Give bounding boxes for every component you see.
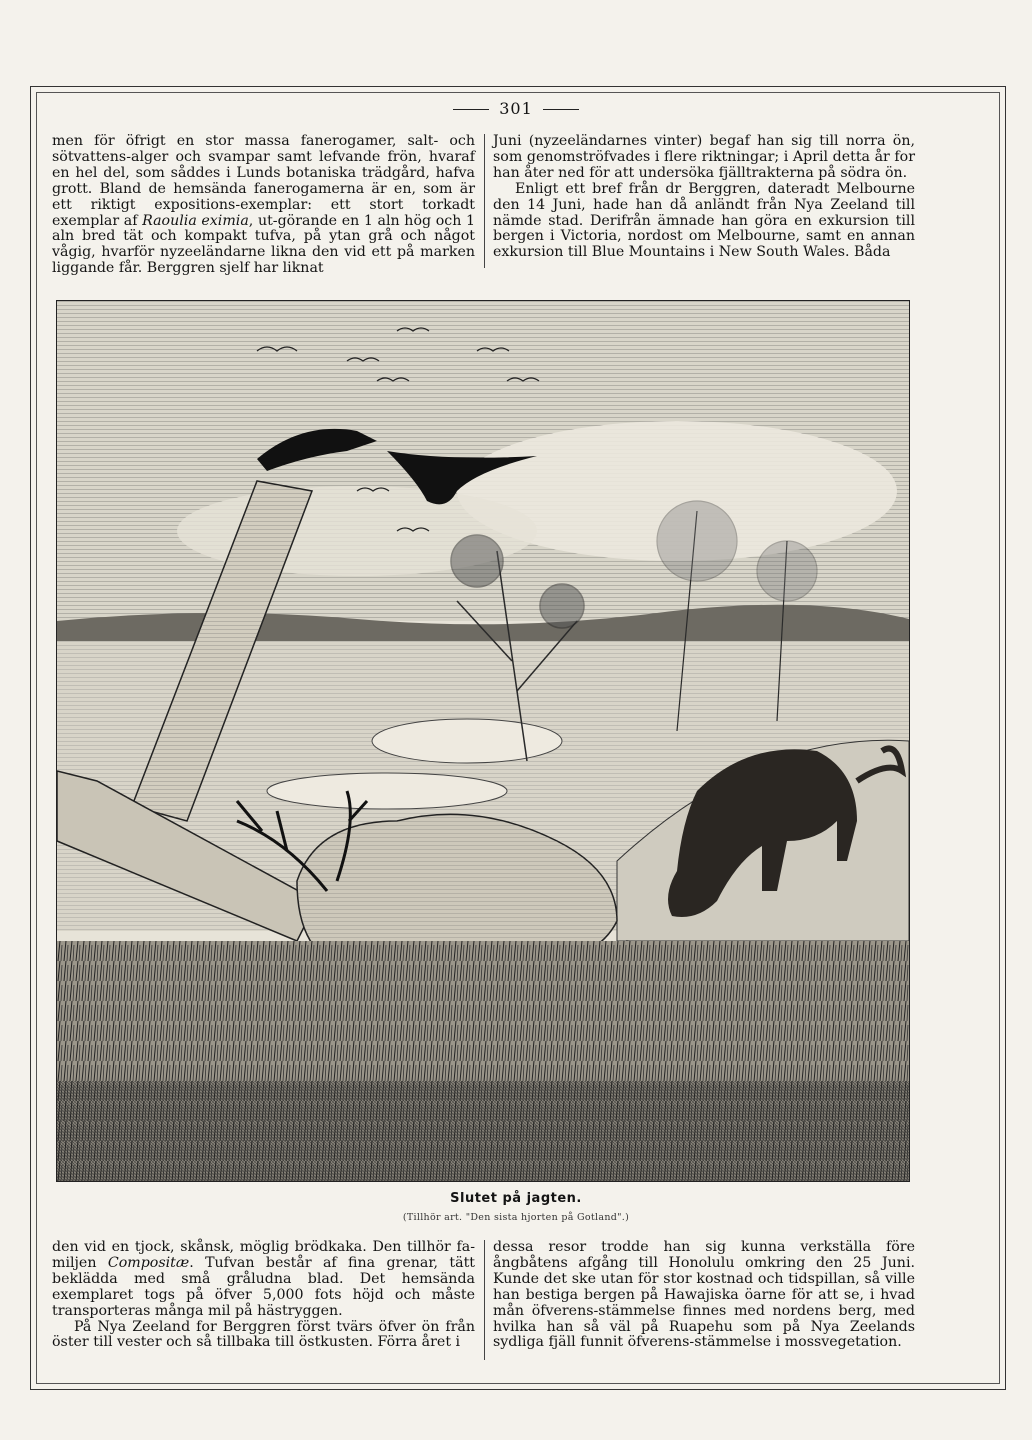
paragraph: Enligt ett bref från dr Berggren, dateradt Melbourne den 14 Juni, hade han då anländt från Nya Zeeland till nämde stad. Derifrån ämnade han göra en exkursion till bergen i Victoria, nordost om Melbourne, samt en annan exkursion till Blue Mountains i New South Wales. Båda (493, 180, 915, 261)
engraving-illustration (56, 300, 910, 1182)
paragraph: men för öfrigt en stor massa fanerogamer, salt- och sötvattens-alger och svampar samt lefvande frön, hvaraf en hel del, som såddes i Lunds botaniska trädgård, hafva grott. Bland de hemsända fanerogamerna är en, som är ett riktigt expositions-exemplar: ett stort torkadt exemplar af Raoulia eximia, ut-görande en 1 aln hög och 1 aln bred tät och kompakt tufva, på ytan grå och något vågig, hvarför nyzeeländarne likna den vid ett på marken liggande får. Berggren sjelf har liknat (52, 133, 475, 277)
figure-caption-credit: (Tillhör art. "Den sista hjorten på Gotland".) (402, 1212, 630, 1223)
text-column-bottom-left (52, 1240, 475, 1351)
family-name: Compositæ (107, 1254, 190, 1271)
hunt-scene-engraving (57, 301, 909, 1181)
species-name: Raoulia eximia (142, 212, 249, 229)
paragraph: dessa resor trodde han sig kunna verkställa före ångbåtens afgång till Honolulu omkring den 25 Juni. Kunde det ske utan för stor kostnad och tidspillan, så ville han bestiga bergen på Hawajiska öarne för att se, i hvad mån öfverens-stämmelse finnes med nordens berg, med hvilka han så väl på Ruapehu som på Nya Zeelands sydliga fjäll funnit öfverens-stämmelse i mossvegetation. (493, 1239, 915, 1351)
marsh-island (267, 773, 507, 809)
text-column-top-left (52, 134, 475, 277)
marsh-island (372, 719, 562, 763)
column-divider (484, 134, 485, 268)
paragraph: den vid en tjock, skånsk, möglig brödkaka. Den tillhör fa-miljen Compositæ. Tufvan består af fina grenar, tätt beklädda med små gråludna blad. Det hemsända exemplaret togs på öfver 5,000 fots höjd och måste transporteras många mil på hästryggen. (52, 1239, 475, 1319)
page-number: 301 (0, 99, 1032, 118)
paragraph: På Nya Zeeland for Berggren först tvärs öfver ön från öster till vester och så tillbaka till östkusten. Förra året i (52, 1318, 475, 1351)
figure-caption-title: Slutet på jagten. (450, 1191, 582, 1206)
text-column-bottom-right (493, 1240, 915, 1351)
paragraph: Juni (nyzeeländarnes vinter) begaf han sig till norra ön, som genomströfvades i flere riktningar; i April detta år for han åter ned för att undersöka fjälltrakterna på södra ön. (493, 133, 915, 181)
column-divider (484, 1240, 485, 1360)
text-column-top-right (493, 134, 915, 261)
